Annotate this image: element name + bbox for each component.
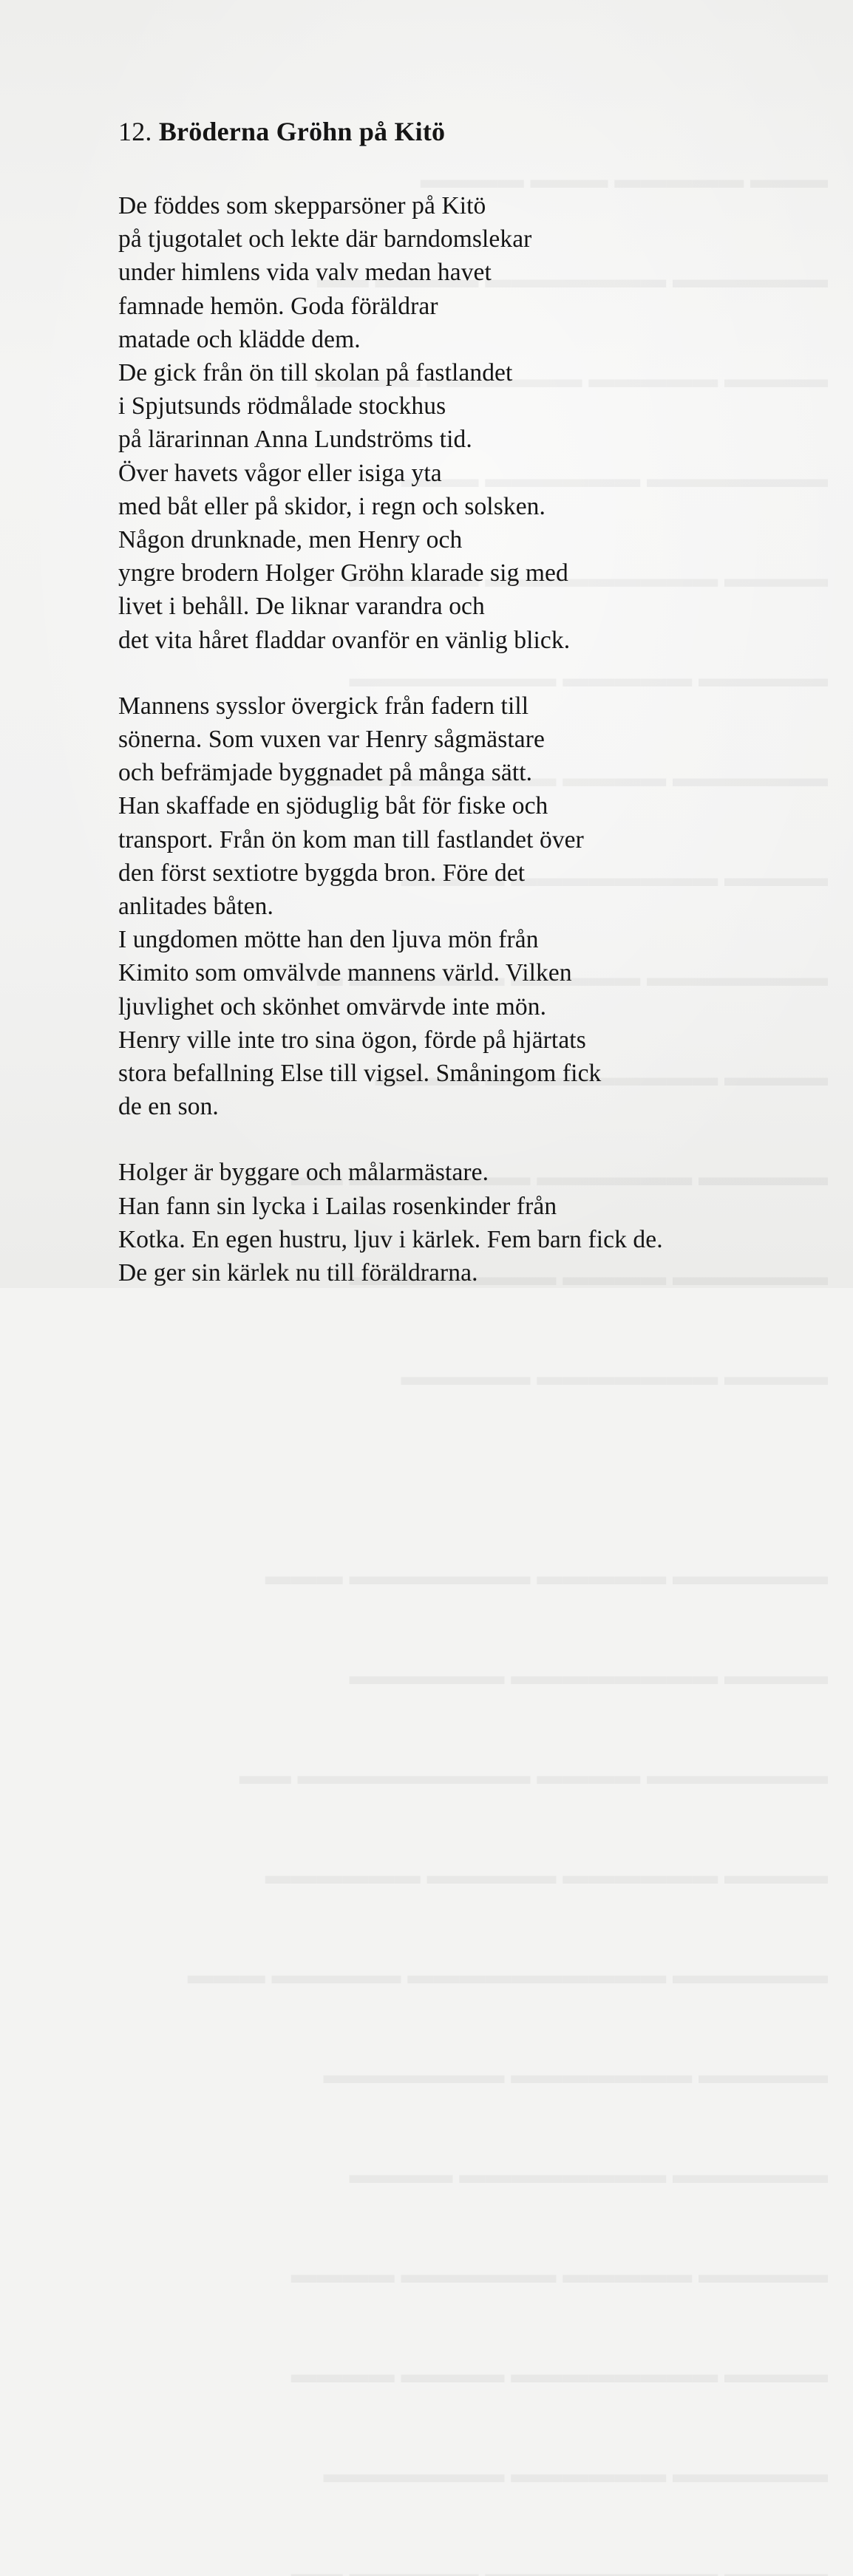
poem-line: Han skaffade en sjöduglig båt för fiske och: [118, 792, 548, 820]
poem-line: livet i behåll. De liknar varandra och: [118, 593, 485, 621]
poem-line: under himlens vida valv medan havet: [118, 259, 492, 287]
poem-line: Mannens sysslor övergick från fadern till: [118, 692, 529, 720]
poem-line: Kimito som omvälvde mannens värld. Vilken: [118, 959, 572, 987]
poem-line: med båt eller på skidor, i regn och solsken.: [118, 492, 546, 520]
poem-line: på tjugotalet och lekte där barndomslekar: [118, 225, 532, 253]
poem-line: de en son.: [118, 1093, 219, 1121]
stanza-1: [118, 189, 828, 657]
poem-line: stora befallning Else till vigsel. Småningom fick: [118, 1060, 602, 1088]
stanza-3: [118, 1156, 828, 1289]
poem-line: De ger sin kärlek nu till föräldrarna.: [118, 1259, 478, 1287]
poem-line: De föddes som skepparsöner på Kitö: [118, 192, 486, 219]
poem-line: sönerna. Som vuxen var Henry sågmästare: [118, 726, 545, 754]
poem-line: I ungdomen mötte han den ljuva mön från: [118, 926, 539, 954]
poem-line: yngre brodern Holger Gröhn klarade sig med: [118, 559, 568, 587]
poem-title-text: Bröderna Gröhn på Kitö: [158, 117, 446, 146]
poem-line: Holger är byggare och målarmästare.: [118, 1159, 489, 1187]
poem-line: den först sextiotre byggda bron. Före det: [118, 859, 526, 887]
poem-line: Henry ville inte tro sina ögon, förde på hjärtats: [118, 1026, 586, 1054]
poem-line: Över havets vågor eller isiga yta: [118, 459, 442, 487]
poem-line: Han fann sin lycka i Lailas rosenkinder från: [118, 1192, 557, 1220]
poem-line: i Spjutsunds rödmålade stockhus: [118, 392, 446, 420]
poem-title: [118, 114, 828, 149]
poem-line: ljuvlighet och skönhet omvärvde inte mön.: [118, 992, 547, 1020]
poem-line: det vita håret fladdar ovanför en vänlig blick.: [118, 626, 571, 654]
poem-line: transport. Från ön kom man till fastlandet över: [118, 825, 584, 853]
stanza-2: [118, 689, 828, 1124]
poem-line: famnade hemön. Goda föräldrar: [118, 292, 438, 320]
poem-line: matade och klädde dem.: [118, 325, 361, 353]
poem-number: 12.: [118, 117, 152, 146]
poem-line: anlitades båten.: [118, 893, 273, 921]
poem-line: och befrämjade byggnadet på många sätt.: [118, 759, 533, 787]
poem-line: Kotka. En egen hustru, ljuv i kärlek. Fem barn fick de.: [118, 1225, 663, 1253]
poem: [118, 114, 828, 1322]
poem-line: De gick från ön till skolan på fastlandet: [118, 359, 513, 387]
poem-line: Någon drunknade, men Henry och: [118, 526, 463, 554]
poem-line: på lärarinnan Anna Lundströms tid.: [118, 426, 472, 454]
